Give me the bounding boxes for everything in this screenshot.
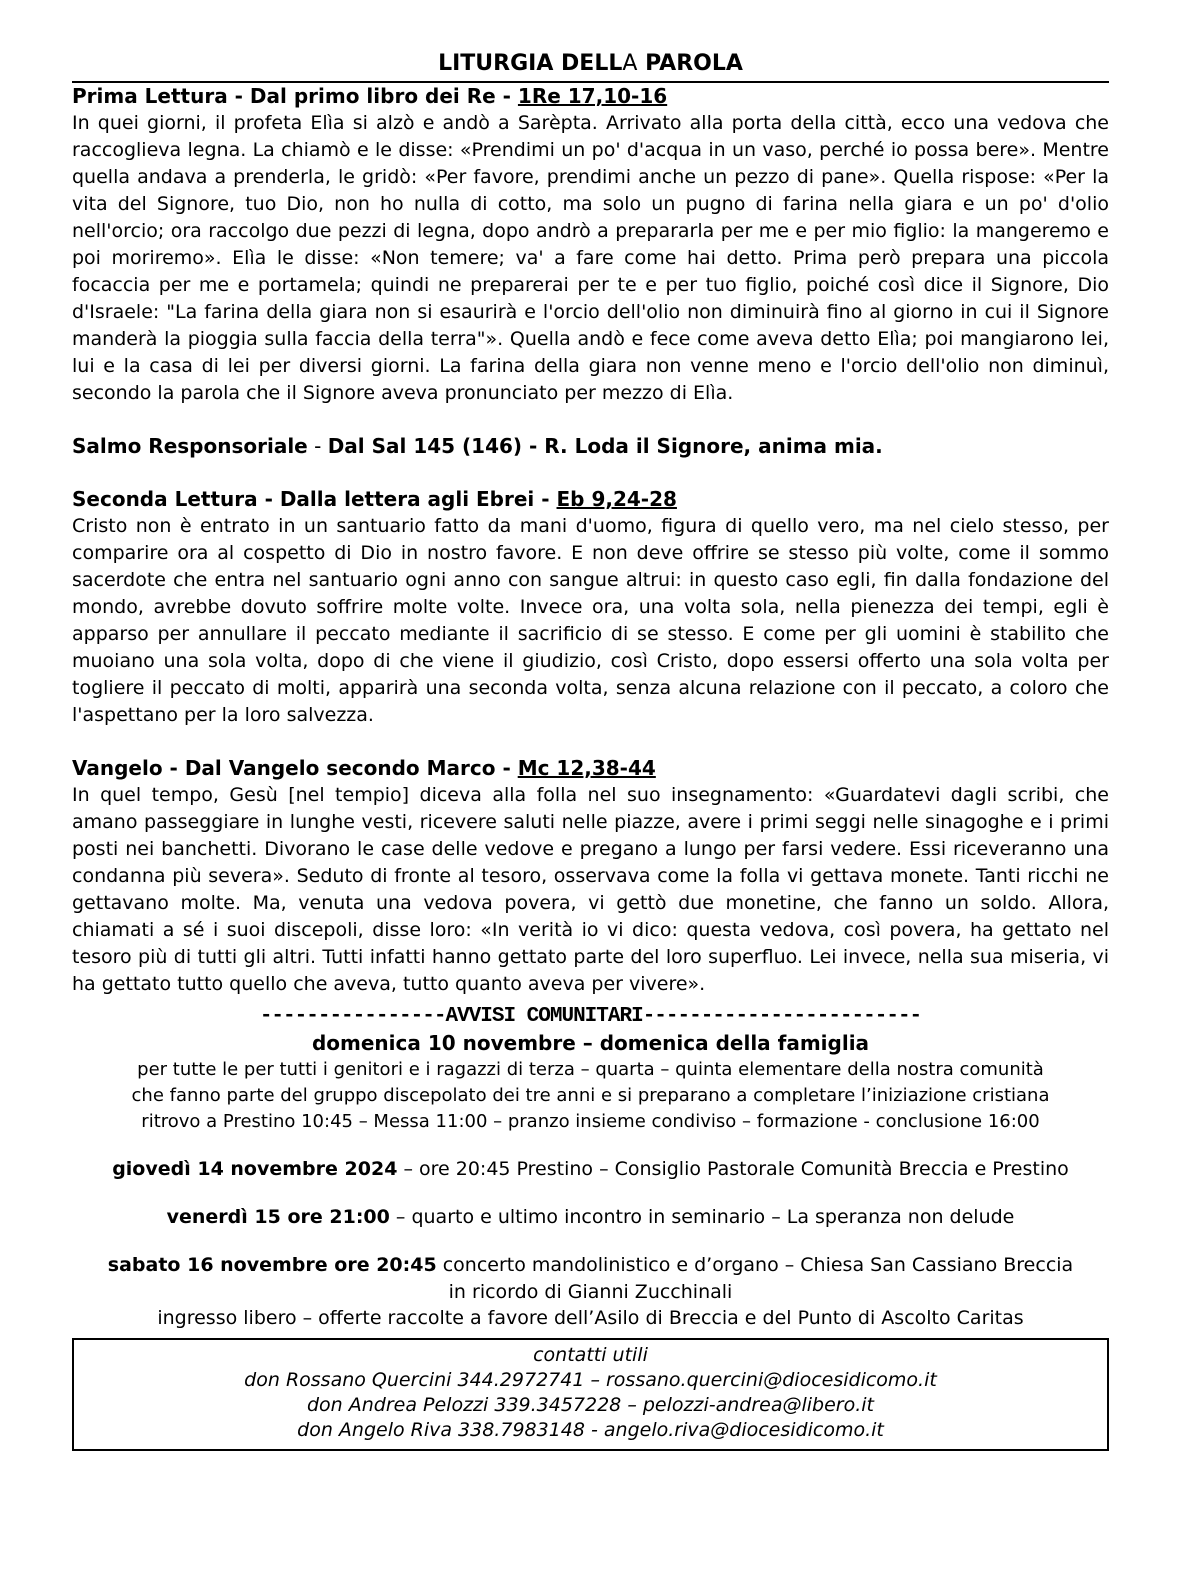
contact-rossano-quercini: don Rossano Quercini 344.2972741 – rossano.quercini@diocesidicomo.it — [244, 1369, 937, 1391]
contacts-title: contatti utili — [533, 1344, 648, 1366]
sunday-event-line-2: che fanno parte del gruppo discepolato dei tre anni e si preparano a completare l’iniziazione cristiana — [131, 1085, 1050, 1106]
thursday-event-date: giovedì 14 novembre 2024 — [112, 1158, 398, 1180]
friday-event-line — [72, 1204, 1109, 1231]
sunday-event-title: domenica 10 novembre – domenica della famiglia — [311, 1031, 870, 1055]
sunday-event-line-3: ritrovo a Prestino 10:45 – Messa 11:00 – pranzo insieme condiviso – formazione - conclusione 16:00 — [141, 1111, 1040, 1132]
gospel-reference: Mc 12,38-44 — [517, 756, 656, 780]
psalm-separator: - — [307, 434, 328, 458]
second-reading-body: Cristo non è entrato in un santuario fatto da mani d'uomo, figura di quello vero, ma nel cielo stesso, per comparire ora al cospetto di Dio in nostro favore. E non deve offrire se stesso più volte, come il sommo sacerdote che entra nel santuario ogni anno con sangue altrui: in questo caso egli, fin dalla fondazione del mondo, avrebbe dovuto soffrire molte volte. Invece ora, una volta sola, nella pienezza dei tempi, egli è apparso per annullare il peccato mediante il sacrificio di se stesso. E come per gli uomini è stabilito che muoiano una sola volta, dopo di che viene il giudizio, così Cristo, dopo essersi offerto una sola volta per togliere il peccato di molti, apparirà una seconda volta, senza alcuna relazione con il peccato, a coloro che l'aspettano per la loro salvezza. — [72, 515, 1109, 726]
community-notices-header: ----------------AVVISI COMUNITARI------------------------ — [259, 1005, 922, 1028]
first-reading-heading — [72, 83, 1109, 110]
gospel-heading — [72, 755, 1109, 782]
saturday-event-entry-info: ingresso libero – offerte raccolte a favore dell’Asilo di Breccia e del Punto di Ascolto Caritas — [157, 1307, 1024, 1329]
thursday-event-text: – ore 20:45 Prestino – Consiglio Pastorale Comunità Breccia e Prestino — [397, 1158, 1069, 1180]
first-reading-reference: 1Re 17,10-16 — [517, 84, 668, 108]
useful-contacts-box — [72, 1338, 1109, 1451]
first-reading-body: In quei giorni, il profeta Elìa si alzò e andò a Sarèpta. Arrivato alla porta della città, ecco una vedova che raccoglieva legna. La chiamò e le disse: «Prendimi un po' d'acqua in un vaso, perché io possa bere». Mentre quella andava a prenderla, le gridò: «Per favore, prendimi anche un pezzo di pane». Quella rispose: «Per la vita del Signore, tuo Dio, non ho nulla di cotto, ma solo un pugno di farina nella giara e un po' d'olio nell'orcio; ora raccolgo due pezzi di legna, dopo andrò a prepararla per me e per mio figlio: la mangeremo e poi moriremo». Elìa le disse: «Non temere; va' a fare come hai detto. Prima però prepara una piccola focaccia per me e portamela; quindi ne preparerai per te e per tuo figlio, poiché così dice il Signore, Dio d'Israele: "La farina della giara non si esaurirà e l'orcio dell'olio non diminuirà fino al giorno in cui il Signore manderà la pioggia sulla faccia della terra"». Quella andò e fece come aveva detto Elìa; poi mangiarono lei, lui e la casa di lei per diversi giorni. La farina della giara non venne meno e l'orcio dell'olio non diminuì, secondo la parola che il Signore aveva pronunciato per mezzo di Elìa. — [72, 112, 1109, 404]
sunday-event-line-1: per tutte le per tutti i genitori e i ragazzi di terza – quarta – quinta elementare della nostra comunità — [137, 1059, 1044, 1080]
page-title-bold-2: PAROLA — [637, 51, 743, 76]
saturday-event-text: concerto mandolinistico e d’organo – Chiesa San Cassiano Breccia — [436, 1254, 1074, 1276]
saturday-event-date: sabato 16 novembre ore 20:45 — [107, 1254, 437, 1276]
page-title — [72, 50, 1109, 78]
psalm-label: Salmo Responsoriale — [72, 434, 308, 458]
thursday-event-line — [72, 1156, 1109, 1183]
contact-andrea-pelozzi: don Andrea Pelozzi 339.3457228 – pelozzi-andrea@libero.it — [306, 1394, 874, 1416]
friday-event-text: – quarto e ultimo incontro in seminario – La speranza non delude — [389, 1206, 1015, 1228]
first-reading-heading-text: Prima Lettura - Dal primo libro dei Re - — [72, 84, 518, 108]
gospel-heading-text: Vangelo - Dal Vangelo secondo Marco - — [72, 756, 518, 780]
second-reading-reference: Eb 9,24-28 — [556, 487, 677, 511]
saturday-event-dedication: in ricordo di Gianni Zucchinali — [448, 1281, 733, 1303]
saturday-event-line — [72, 1252, 1109, 1279]
contact-angelo-riva: don Angelo Riva 338.7983148 - angelo.riva@diocesidicomo.it — [297, 1419, 884, 1441]
page-title-regular: A — [622, 51, 638, 76]
responsorial-psalm-line — [72, 433, 1109, 460]
gospel-body: In quel tempo, Gesù [nel tempio] diceva alla folla nel suo insegnamento: «Guardatevi dagli scribi, che amano passeggiare in lunghe vesti, ricevere saluti nelle piazze, avere i primi seggi nelle sinagoghe e i primi posti nei banchetti. Divorano le case delle vedove e pregano a lungo per farsi vedere. Essi riceveranno una condanna più severa». Seduto di fronte al tesoro, osservava come la folla vi gettava monete. Tanti ricchi ne gettavano molte. Ma, venuta una vedova povera, vi gettò due monetine, che fanno un soldo. Allora, chiamati a sé i suoi discepoli, disse loro: «In verità io vi dico: questa vedova, così povera, ha gettato nel tesoro più di tutti gli altri. Tutti infatti hanno gettato parte del loro superfluo. Lei invece, nella sua miseria, vi ha gettato tutto quello che aveva, tutto quanto aveva per vivere». — [72, 784, 1109, 995]
friday-event-date: venerdì 15 ore 21:00 — [166, 1206, 390, 1228]
second-reading-heading — [72, 486, 1109, 513]
second-reading-heading-text: Seconda Lettura - Dalla lettera agli Ebrei - — [72, 487, 557, 511]
page-title-bold-1: LITURGIA DELL — [438, 51, 623, 76]
psalm-text: Dal Sal 145 (146) - R. Loda il Signore, anima mia. — [327, 434, 883, 458]
